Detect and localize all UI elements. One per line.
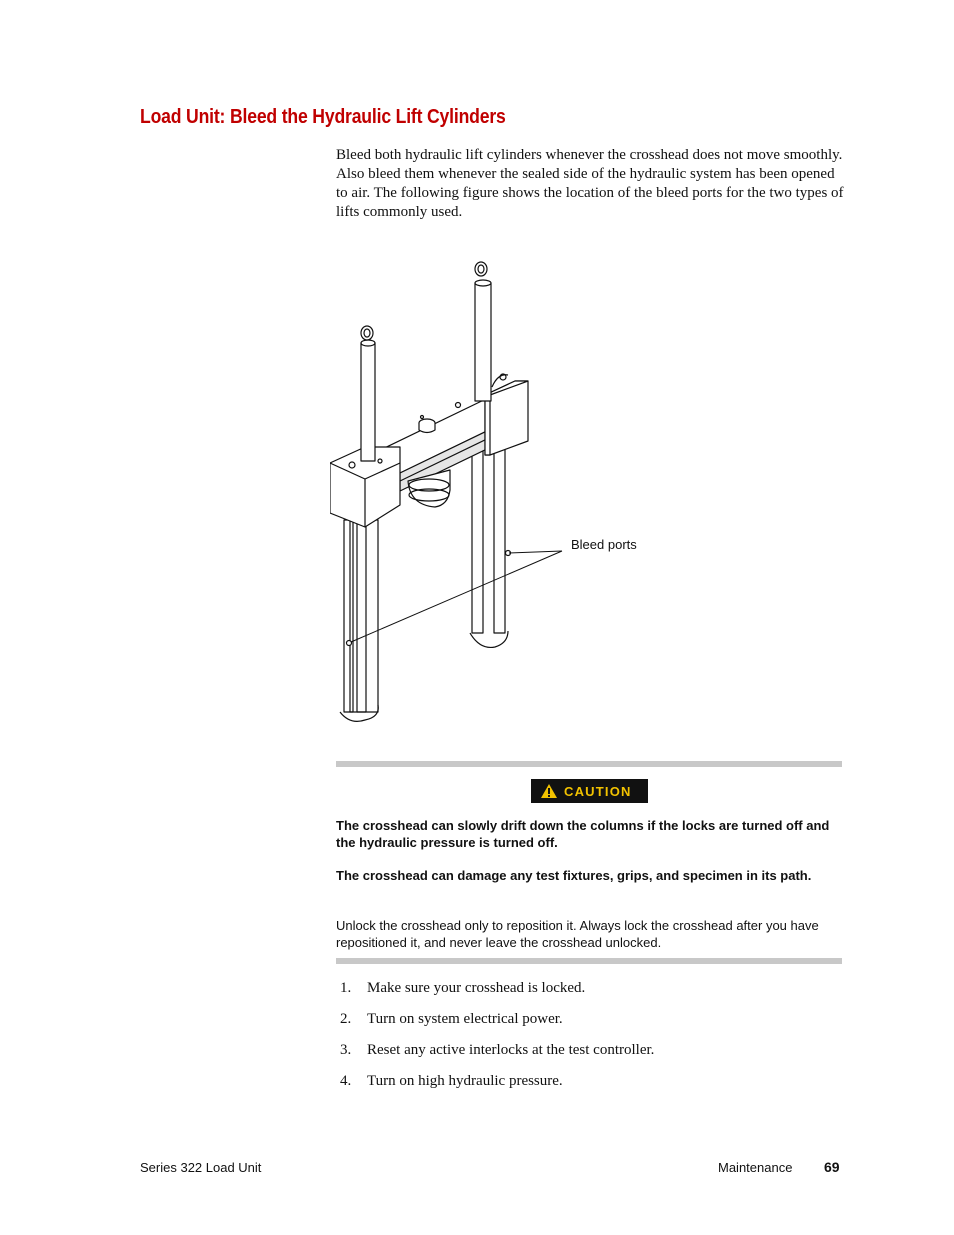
footer-section-name: Maintenance — [718, 1160, 793, 1175]
procedure-steps — [340, 980, 654, 1104]
page-number: 69 — [824, 1159, 840, 1175]
bleed-ports-callout: Bleed ports — [571, 537, 637, 552]
column-front-left-outer — [344, 520, 353, 712]
intro-paragraph: Bleed both hydraulic lift cylinders whenever the crosshead does not move smoothly. Also bleed them whenever the sealed side of the hydraulic system has been opened to air. The following figure shows the location of the bleed ports for the two types of lifts commonly used. — [336, 147, 844, 220]
caution-paragraph-1: The crosshead can slowly drift down the columns if the locks are turned off and the hydraulic pressure is turned off. — [336, 818, 830, 850]
column-front-left-inner — [357, 520, 366, 712]
warning-triangle-icon — [540, 783, 558, 799]
list-item: 1. Make sure your crosshead is locked. — [340, 980, 586, 996]
list-item: 3. Reset any active interlocks at the test controller. — [340, 1042, 655, 1058]
right-rod — [475, 283, 491, 401]
caution-top-rule — [336, 761, 842, 767]
caution-paragraph-3: Unlock the crosshead only to reposition it. Always lock the crosshead after you have repositioned it, and never leave the crosshead unlocked. — [336, 918, 819, 950]
caution-paragraph-2: The crosshead can damage any test fixtures, grips, and specimen in its path. — [336, 868, 812, 883]
footer-document-title: Series 322 Load Unit — [140, 1160, 262, 1175]
caution-label: CAUTION — [564, 783, 632, 799]
column-back-right-outer — [472, 443, 483, 633]
list-item: 2. Turn on system electrical power. — [340, 1011, 563, 1027]
column-back-right-inner — [494, 443, 505, 633]
caution-badge — [531, 779, 648, 803]
left-rod — [361, 343, 375, 461]
load-unit-figure — [330, 255, 670, 730]
section-title: Load Unit: Bleed the Hydraulic Lift Cylinders — [140, 106, 506, 128]
caution-bottom-rule — [336, 958, 842, 964]
list-item: 4. Turn on high hydraulic pressure. — [340, 1073, 563, 1089]
